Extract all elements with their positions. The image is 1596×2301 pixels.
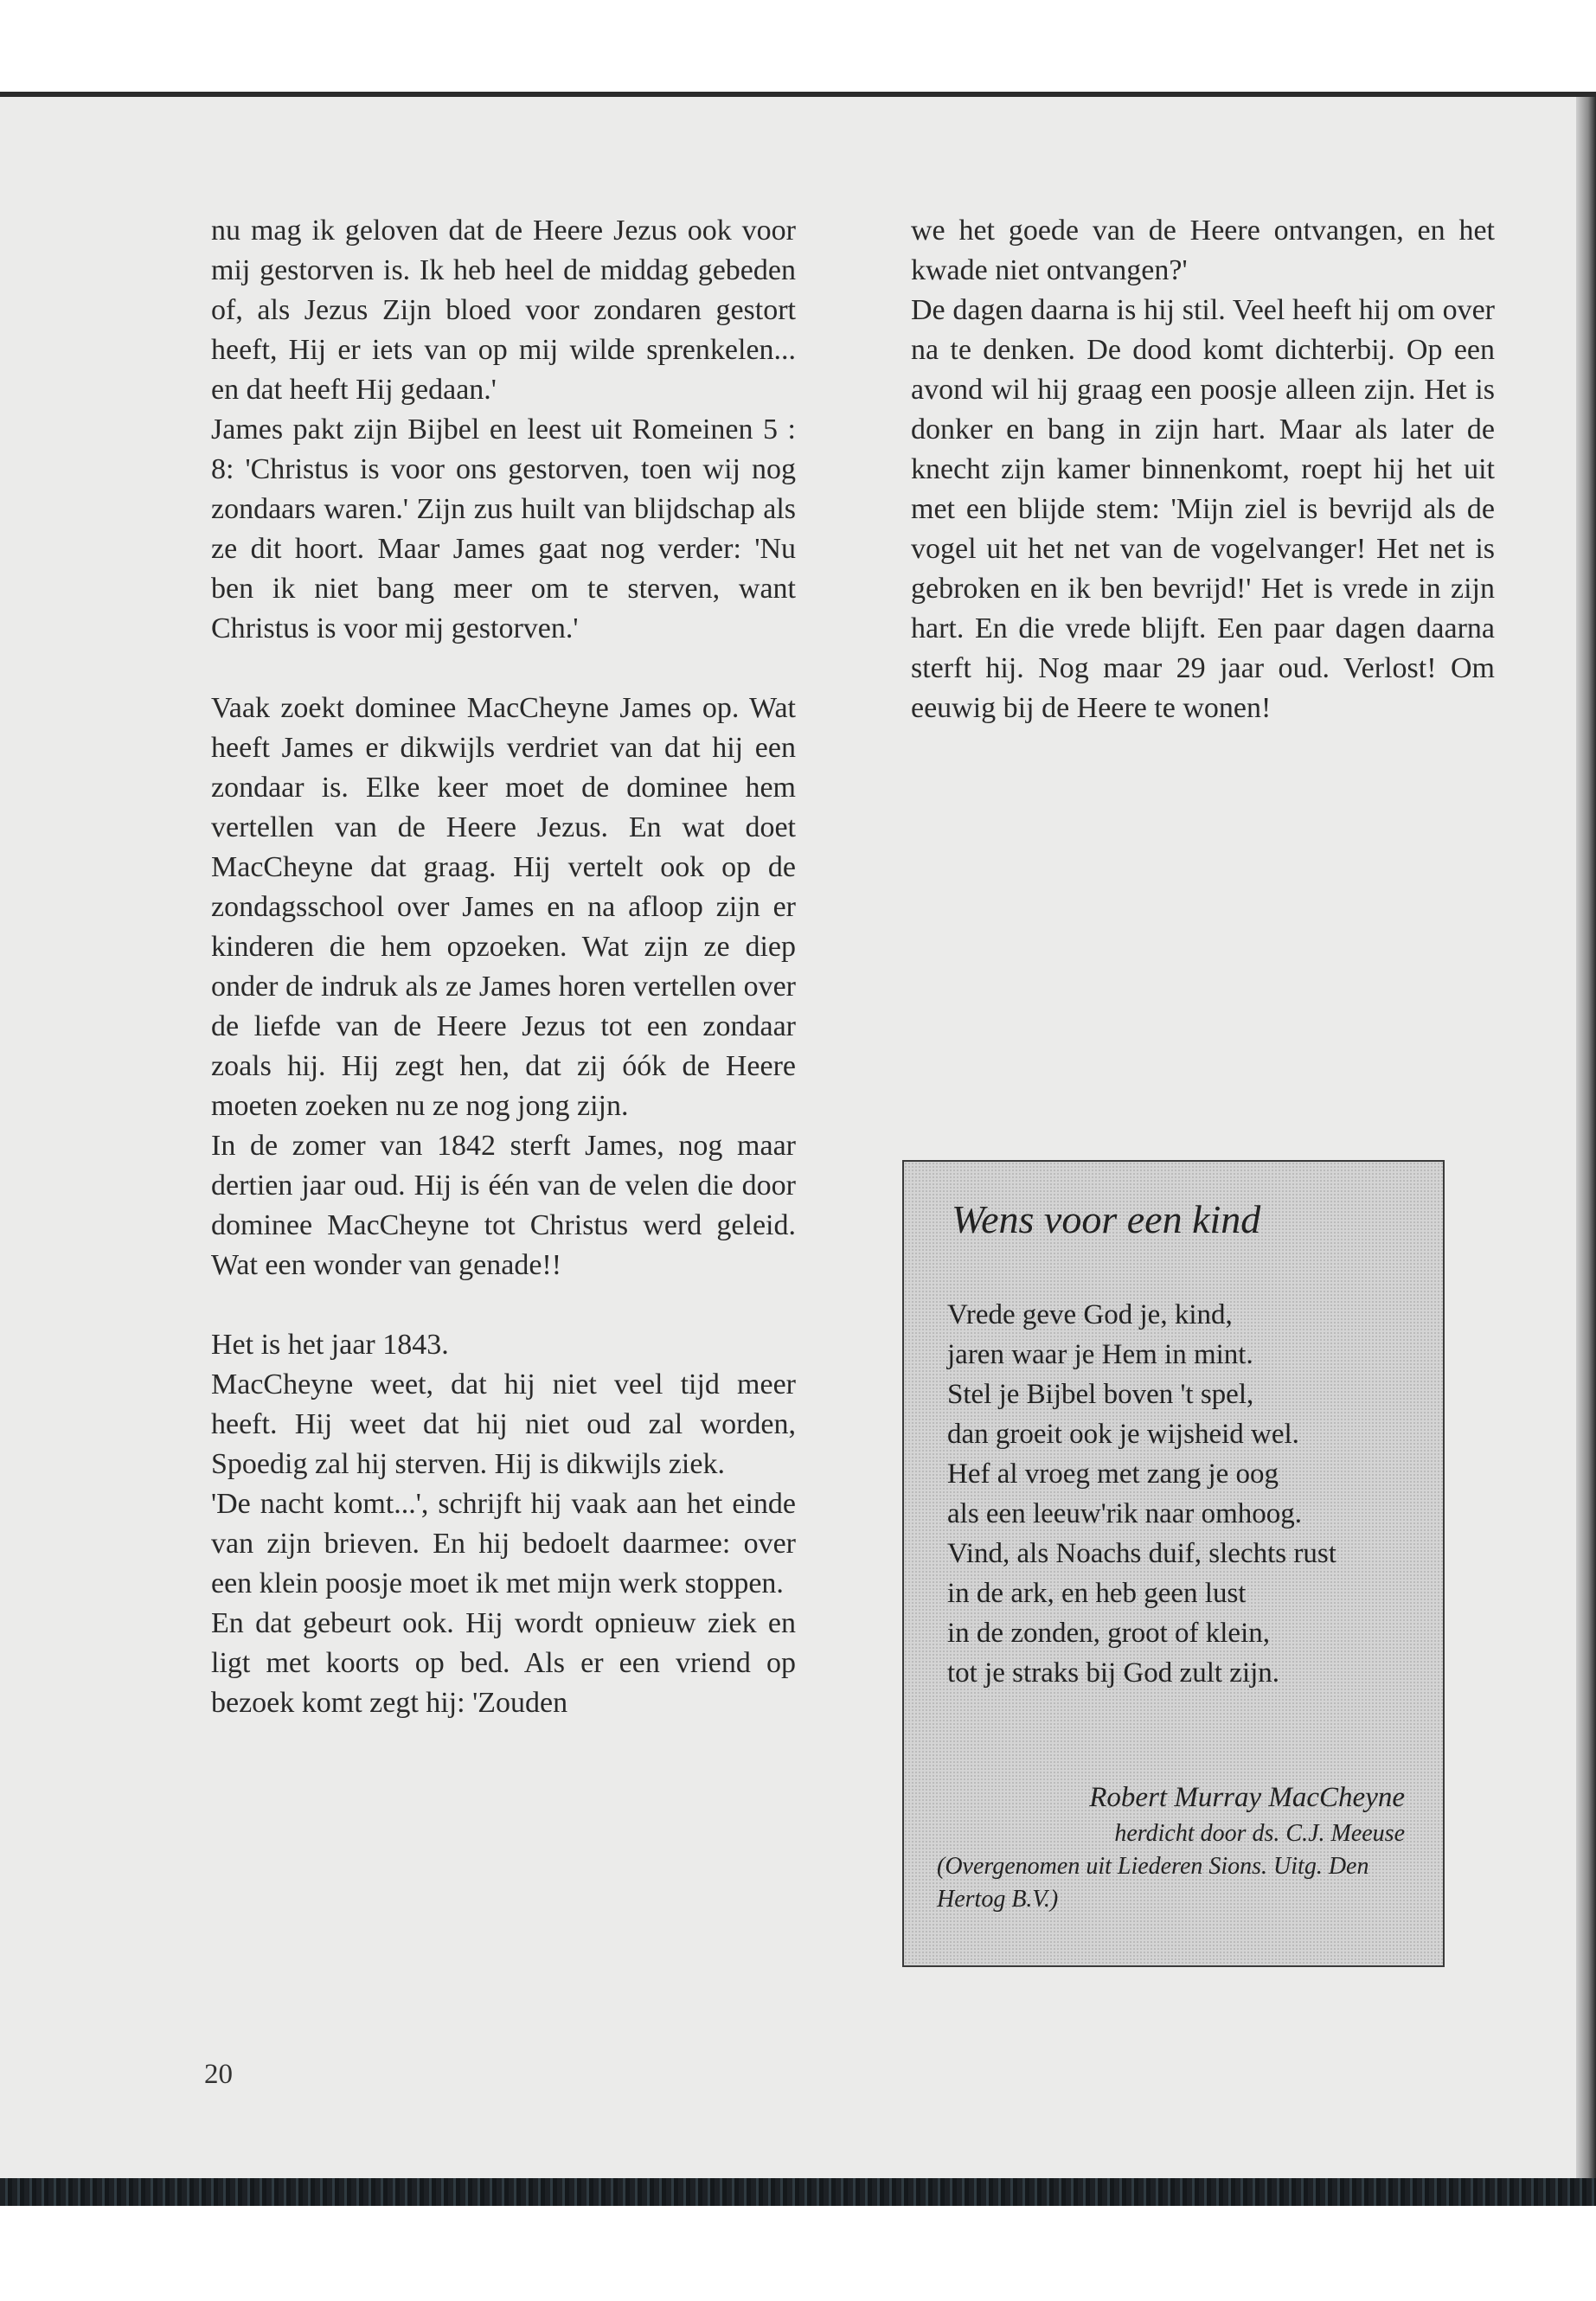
- poem-line: Hef al vroeg met zang je oog: [947, 1458, 1279, 1490]
- paragraph: Het is het jaar 1843.: [211, 1329, 449, 1361]
- paragraph: Vaak zoekt dominee MacCheyne James op. Wat heeft James er dikwijls verdriet van dat hij een zondaar is. Elke keer moet de dominee hem vertellen van de Heere Jezus. En wat doet MacCheyne dat graag. Hij vertelt ook op de zondagsschool over James en na afloop zijn er kinderen die hem opzoeken. Wat zijn ze diep onder de indruk als ze James horen vertellen over de liefde van de Heere Jezus tot een zondaar zoals hij. Hij zegt hen, dat zij óók de Heere moeten zoeken nu ze nog jong zijn.: [211, 692, 796, 1122]
- paragraph: MacCheyne weet, dat hij niet veel tijd meer heeft. Hij weet dat hij niet oud zal worden, Spoedig zal hij sterven. Hij is dikwijls ziek.: [211, 1368, 796, 1480]
- paragraph: En dat gebeurt ook. Hij wordt opnieuw ziek en ligt met koorts op bed. Als er een vriend op bezoek komt zegt hij: 'Zouden: [211, 1607, 796, 1719]
- poem-box: [902, 1160, 1445, 1967]
- bottom-edge-band: [0, 2178, 1596, 2206]
- left-column: [211, 211, 796, 1723]
- paragraph: De dagen daarna is hij stil. Veel heeft hij om over na te denken. De dood komt dichterbij. Op een avond wil hij graag een poosje alleen zijn. Het is donker en bang in zijn hart. Maar als later de knecht zijn kamer binnenkomt, roept hij het uit met een blijde stem: 'Mijn ziel is bevrijd als de vogel uit het net van de vogelvanger! Het net is gebroken en ik ben bevrijd!' Het is vrede in zijn hart. En die vrede blijft. Een paar dagen daarna sterft hij. Nog maar 29 jaar oud. Verlost! Om eeuwig bij de Heere te wonen!: [911, 294, 1495, 724]
- poem-line: in de zonden, groot of klein,: [947, 1618, 1270, 1649]
- poem-line: Vrede geve God je, kind,: [947, 1299, 1233, 1330]
- poem-adaptation: herdicht door ds. C.J. Meeuse: [1114, 1820, 1405, 1847]
- paragraph: 'De nacht komt...', schrijft hij vaak aan het einde van zijn brieven. En hij bedoelt daarmee: over een klein poosje moet ik met mijn werk stoppen.: [211, 1488, 796, 1599]
- paragraph: we het goede van de Heere ontvangen, en het kwade niet ontvangen?': [911, 215, 1495, 286]
- page-number: 20: [204, 2059, 233, 2090]
- poem-credit: [1089, 1778, 1405, 1850]
- poem-line: tot je straks bij God zult zijn.: [947, 1657, 1280, 1689]
- paragraph: In de zomer van 1842 sterft James, nog maar dertien jaar oud. Hij is één van de velen die door dominee MacCheyne tot Christus werd geleid. Wat een wonder van genade!!: [211, 1130, 796, 1281]
- poem-title: Wens voor een kind: [952, 1197, 1261, 1241]
- poem-source: (Overgenomen uit Liederen Sions. Uitg. Den Hertog B.V.): [937, 1853, 1369, 1913]
- poem-line: jaren waar je Hem in mint.: [947, 1339, 1253, 1370]
- poem-line: dan groeit ook je wijsheid wel.: [947, 1419, 1299, 1450]
- poem-line: Vind, als Noachs duif, slechts rust: [947, 1538, 1336, 1569]
- poem-lines: [947, 1295, 1397, 1693]
- paragraph: nu mag ik geloven dat de Heere Jezus ook voor mij gestorven is. Ik heb heel de middag gebeden of, als Jezus Zijn bloed voor zondaren gestort heeft, Hij er iets van op mij wilde sprenkelen... en dat heeft Hij gedaan.': [211, 215, 796, 406]
- poem-line: Stel je Bijbel boven 't spel,: [947, 1379, 1254, 1410]
- page-binding-edge: [1576, 97, 1596, 2182]
- poem-author: Robert Murray MacCheyne: [1089, 1782, 1405, 1813]
- poem-line: als een leeuw'rik naar omhoog.: [947, 1498, 1303, 1529]
- paragraph: James pakt zijn Bijbel en leest uit Romeinen 5 : 8: 'Christus is voor ons gestorven, toen wij nog zondaars waren.' Zijn zus huilt van blijdschap als ze dit hoort. Maar James gaat nog verder: 'Nu ben ik niet bang meer om te sterven, want Christus is voor mij gestorven.': [211, 413, 796, 644]
- poem-line: in de ark, en heb geen lust: [947, 1578, 1247, 1609]
- right-column: [911, 211, 1495, 728]
